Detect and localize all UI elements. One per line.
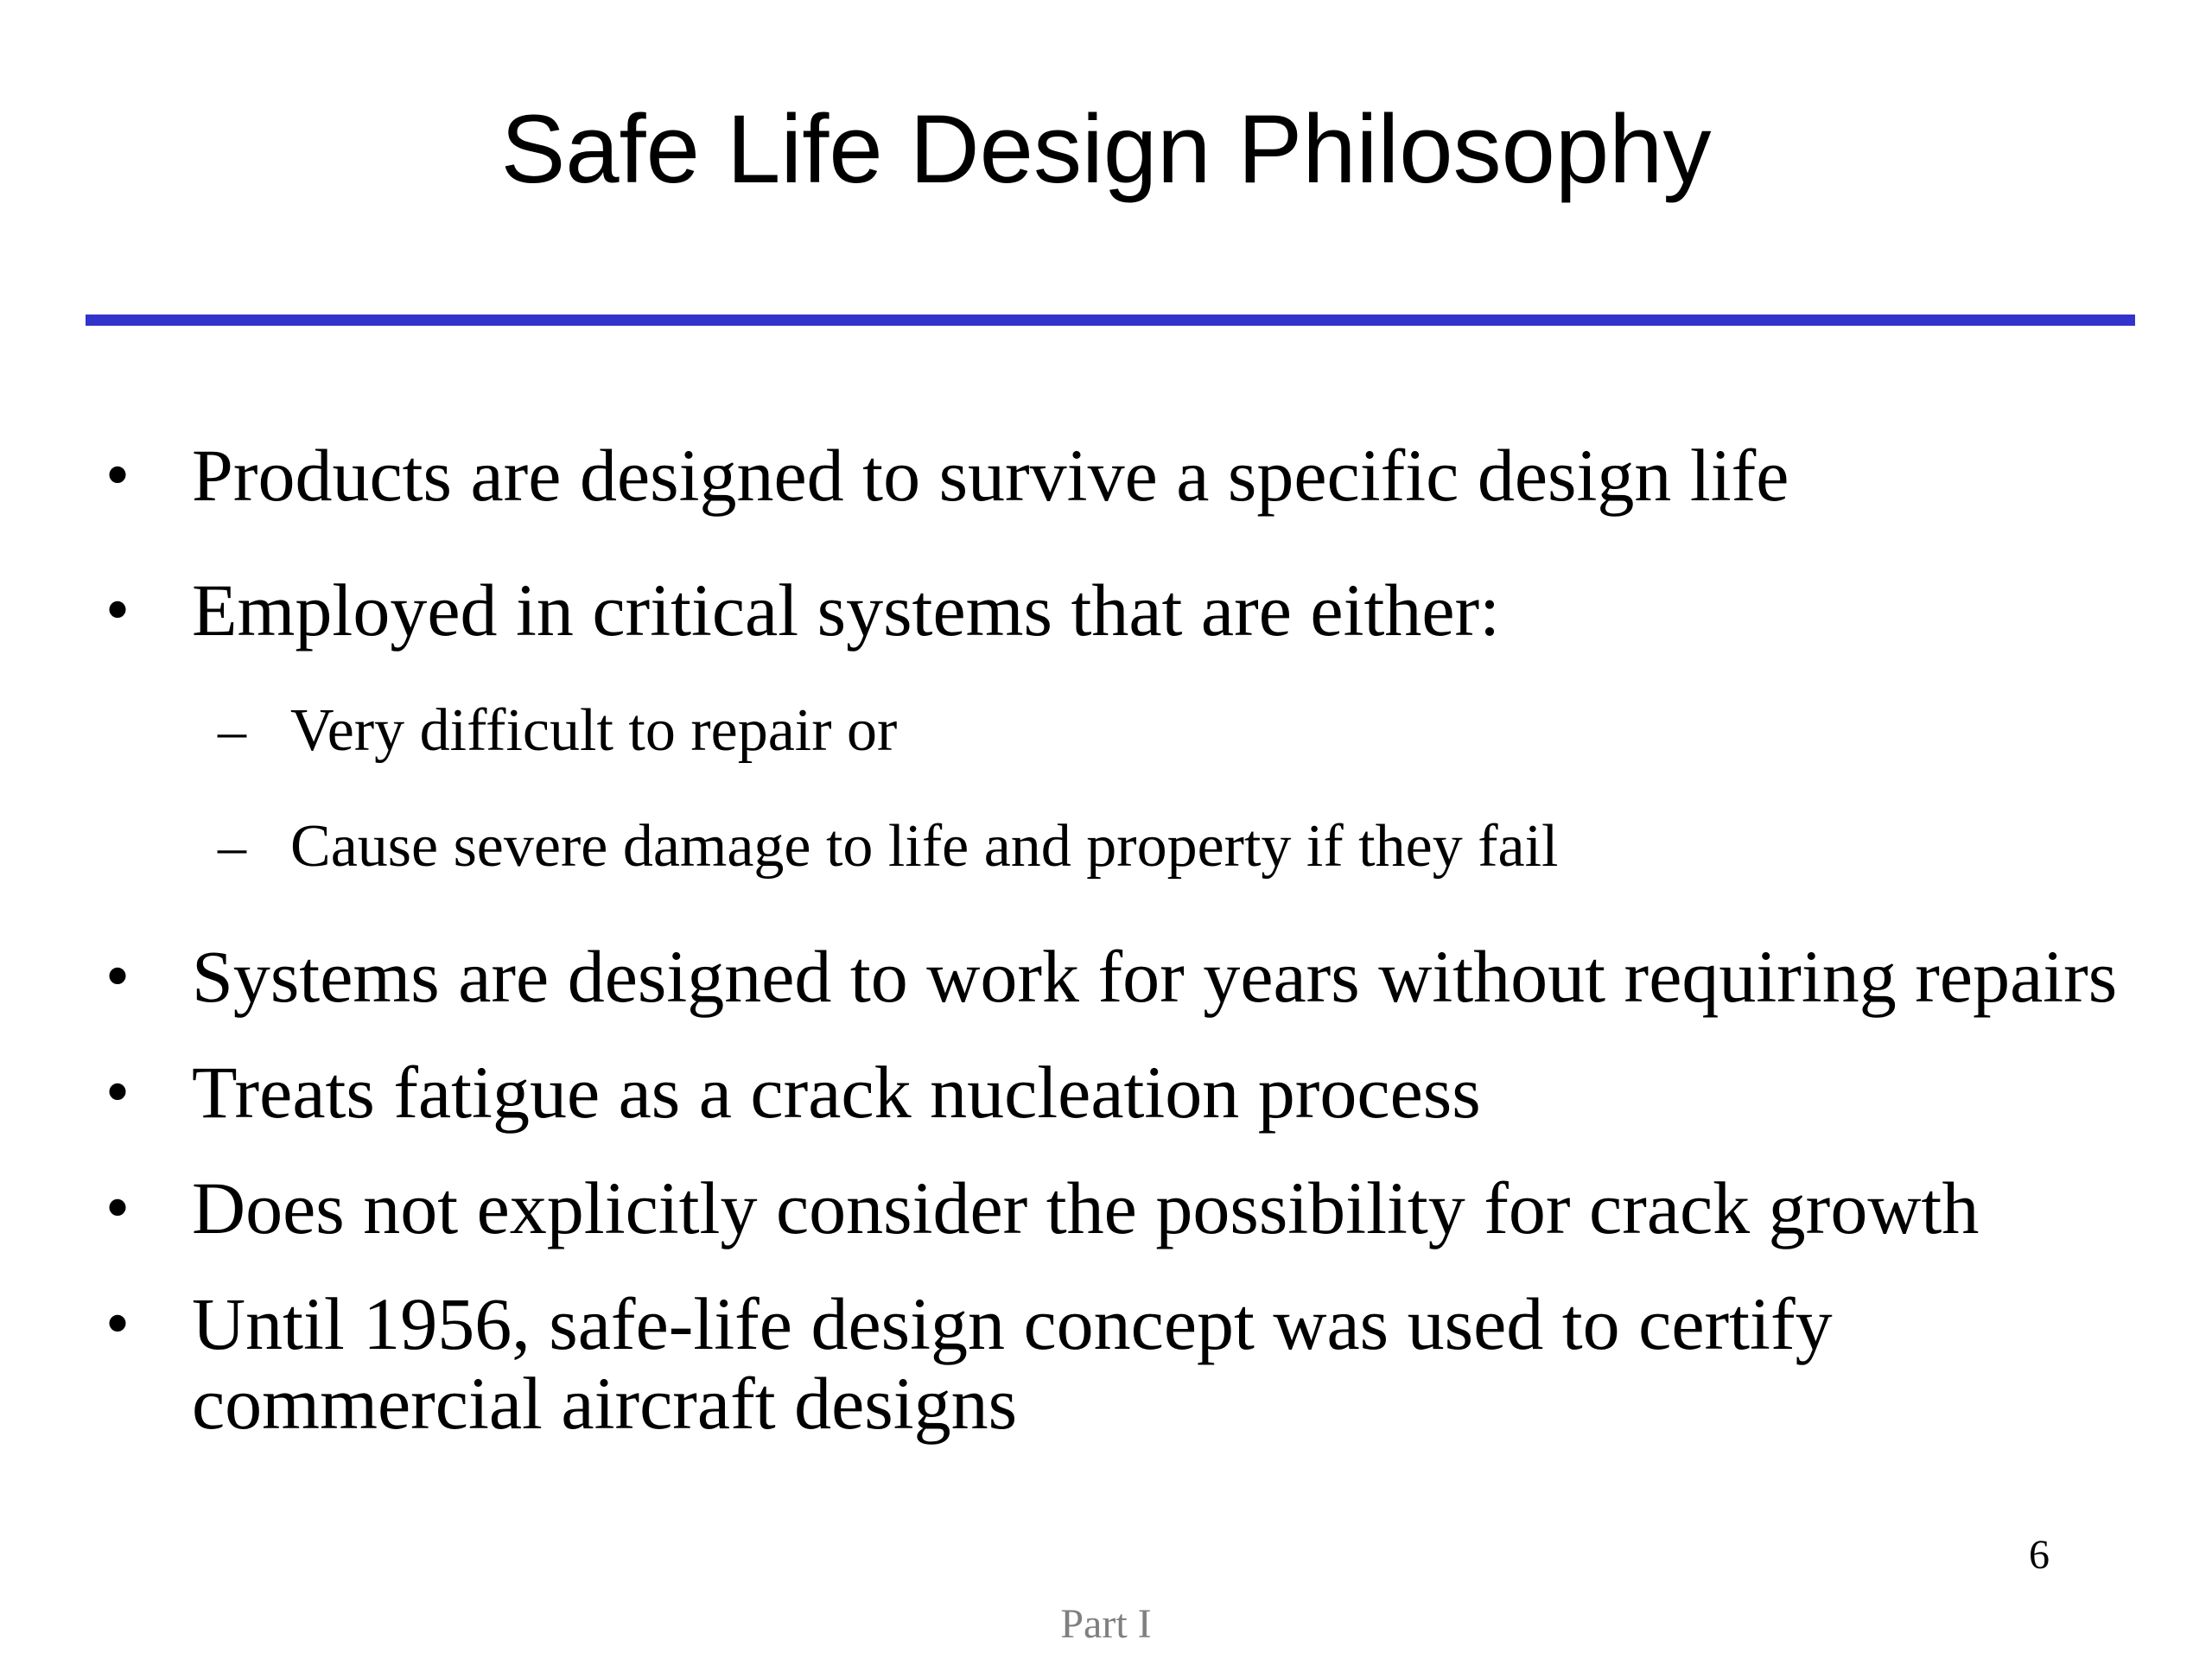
- bullet-dot: •: [105, 437, 130, 513]
- bullet-item: Systems are designed to work for years without requiring repairs: [192, 935, 2118, 1018]
- bullet-item: Employed in critical systems that are either:: [192, 569, 1501, 652]
- bullet-dot: •: [105, 1286, 130, 1362]
- sub-bullet-item: Cause severe damage to life and property if they fail: [290, 813, 1559, 880]
- sub-bullet-dash: –: [218, 815, 246, 878]
- bullet-item: Until 1956, safe-life design concept was used to certify: [192, 1282, 1833, 1365]
- slide-title: Safe Life Design Philosophy: [500, 95, 1712, 203]
- sub-bullet-item: Very difficult to repair or: [290, 697, 898, 764]
- bullet-dot: •: [105, 1170, 130, 1246]
- bullet-item-continuation: commercial aircraft designs: [192, 1362, 1018, 1445]
- bullet-dot: •: [105, 572, 130, 648]
- bullet-dot: •: [105, 938, 130, 1014]
- bullet-dot: •: [105, 1054, 130, 1130]
- sub-bullet-dash: –: [218, 699, 246, 762]
- slide-footer: Part I: [1060, 1601, 1152, 1647]
- bullet-item: Treats fatigue as a crack nucleation process: [192, 1051, 1481, 1134]
- bullet-item: Products are designed to survive a specific design life: [192, 434, 1789, 517]
- page-number: 6: [2029, 1532, 2050, 1578]
- bullet-item: Does not explicitly consider the possibility for crack growth: [192, 1166, 1980, 1249]
